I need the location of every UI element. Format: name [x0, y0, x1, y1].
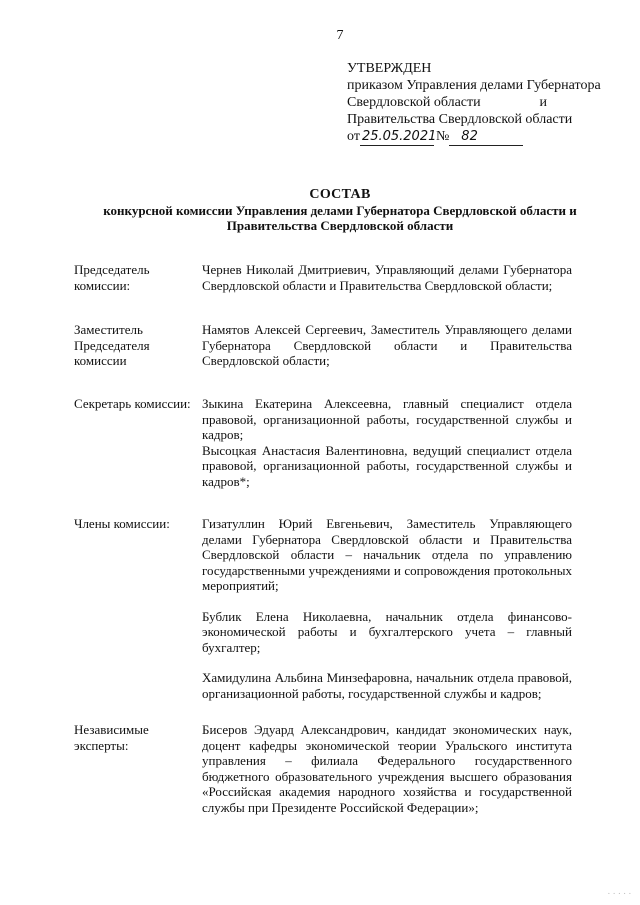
- member-entry: Высоцкая Анастасия Валентиновна, ведущий специалист отдела правовой, организационной работы, государственной службы и кадров*;: [202, 442, 572, 489]
- section-members: [74, 516, 574, 701]
- handwritten-number: 82: [449, 128, 523, 146]
- member-entry: Бублик Елена Николаевна, начальник отдела финансово-экономической работы и бухгалтерского учета – главный бухгалтер;: [202, 608, 572, 655]
- member-entry: Бисеров Эдуард Александрович, кандидат экономических наук, доцент кафедры экономической теории Уральского института управления – филиала Федерального государственного бюджетного образовательного учреждения высшего образования «Российская академия народного хозяйства и государственной службы при Президенте Российской Федерации»;: [202, 722, 572, 815]
- handwritten-date: 25.05.2021: [361, 129, 437, 144]
- section-secretary: [74, 396, 574, 489]
- section-label: Председатель комиссии:: [74, 262, 150, 293]
- section-label: Члены комиссии:: [74, 516, 170, 531]
- section-content: [202, 322, 572, 369]
- approval-line-2: [347, 94, 547, 111]
- page-number: 7: [336, 28, 344, 43]
- approval-line-2a: Свердловской области: [347, 95, 481, 110]
- approval-heading: УТВЕРЖДЕН: [347, 61, 432, 76]
- document-subtitle: конкурсной комиссии Управления делами Губернатора Свердловской области и Правительства Свердловской области: [103, 203, 577, 233]
- document-title: СОСТАВ: [309, 187, 371, 202]
- date-prefix: от: [347, 129, 360, 144]
- section-independent-experts: [74, 722, 574, 815]
- section-label-text: Заместитель Председателя комиссии: [74, 322, 150, 368]
- section-label: [74, 322, 202, 369]
- approval-line-1: приказом Управления делами Губернатора: [347, 78, 601, 93]
- approval-line-2b: и: [539, 95, 547, 110]
- section-content: [202, 516, 572, 701]
- member-entry: Гизатуллин Юрий Евгеньевич, Заместитель Управляющего делами Губернатора Свердловской области и Правительства Свердловской области – начальник отдела по управлению государственными учреждениями и сопровождения протокольных мероприятий;: [202, 516, 572, 593]
- section-label: Секретарь комиссии:: [74, 396, 191, 411]
- scan-artifact: .....: [607, 885, 634, 896]
- section-label-text: Независимые эксперты:: [74, 722, 149, 753]
- number-prefix: №: [435, 129, 450, 144]
- section-chairman: [74, 262, 574, 293]
- section-content: [202, 722, 572, 815]
- member-entry: Намятов Алексей Сергеевич, Заместитель Управляющего делами Губернатора Свердловской области и Правительства Свердловской области;: [202, 322, 572, 368]
- approval-line-3: Правительства Свердловской области: [347, 112, 573, 127]
- approval-stamp: [347, 60, 617, 146]
- section-content: [202, 396, 572, 489]
- section-label: [74, 722, 202, 815]
- member-entry: Зыкина Екатерина Алексеевна, главный специалист отдела правовой, организационной работы, государственной службы и кадров;: [202, 396, 572, 442]
- member-entry: Чернев Николай Дмитриевич, Управляющий делами Губернатора Свердловской области и Правительства Свердловской области;: [202, 262, 572, 293]
- section-deputy-chairman: [74, 322, 574, 369]
- order-date-number: [347, 128, 617, 146]
- section-content: [202, 262, 572, 293]
- member-entry: Хамидулина Альбина Минзефаровна, начальник отдела правовой, организационной работы, государственной службы и кадров;: [202, 670, 572, 701]
